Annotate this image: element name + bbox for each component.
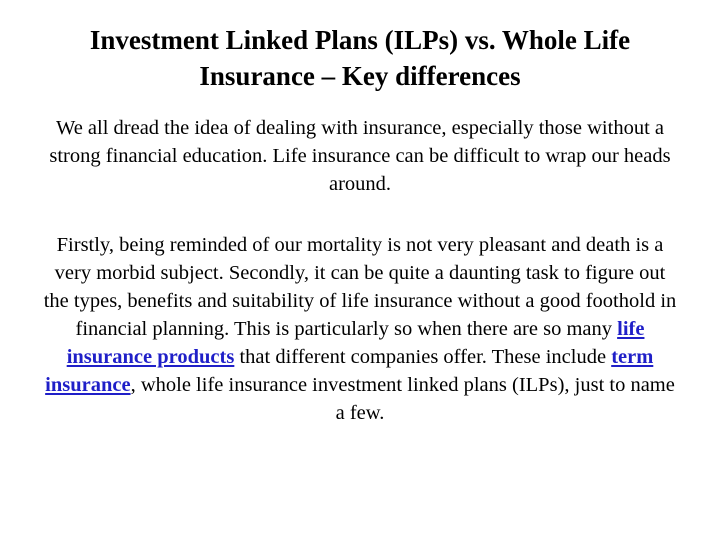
title-line-1: Investment Linked Plans (ILPs) vs. Whole Life [89, 25, 631, 55]
term-insurance-link[interactable]: term insurance [45, 346, 654, 396]
title-line-2: Insurance – Key differences [199, 61, 521, 91]
body-text-part-1: Firstly, being reminded of our mortality is not very pleasant and death is a very morbid subject. Secondly, it can be quite a daunting task to figure out the types, benefits and suitability of life insurance without a good foothold in financial planning. This is particularly so when there are so many [43, 234, 677, 340]
intro-paragraph: We all dread the idea of dealing with insurance, especially those without a strong financial education. Life insurance can be difficult to wrap our heads around. [49, 117, 671, 195]
page-title [40, 22, 680, 94]
body-paragraph [40, 231, 680, 427]
body-text-part-3: , whole life insurance investment linked plans (ILPs), just to name a few. [130, 374, 675, 424]
body-text-part-2: that different companies offer. These include [234, 346, 612, 368]
life-insurance-products-link[interactable]: life insurance products [66, 318, 645, 368]
